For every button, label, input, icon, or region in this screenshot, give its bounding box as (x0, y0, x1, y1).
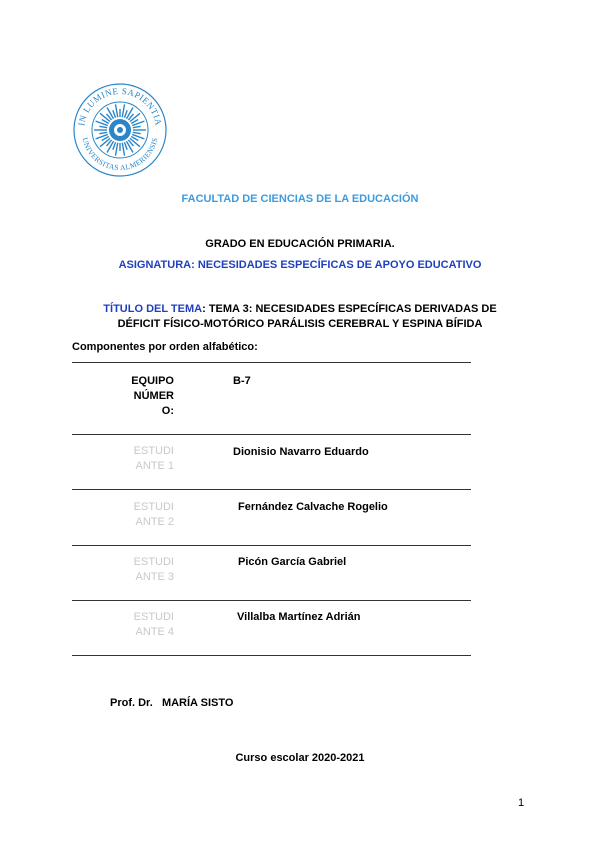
team-number-value: B-7 (233, 375, 251, 387)
topic-title-line2: DÉFICIT FÍSICO-MOTÓRICO PARÁLISIS CEREBRAL Y ESPINA BÍFIDA (117, 318, 483, 330)
seal-ray (122, 104, 124, 117)
table-rule (72, 545, 471, 546)
seal-text-top: IN LUMINE SAPIENTIA (76, 85, 164, 127)
student-name: Dionisio Navarro Eduardo (233, 446, 369, 458)
seal-ray (133, 126, 141, 127)
professor-name: Prof. Dr. MARÍA SISTO (110, 697, 234, 709)
university-seal-logo (72, 82, 168, 178)
seal-ray (115, 104, 117, 117)
table-rule (72, 600, 471, 601)
student-label: ESTUDI ANTE 4 (133, 611, 174, 638)
student-label: ESTUDI ANTE 1 (133, 445, 174, 472)
school-year: Curso escolar 2020-2021 (235, 752, 365, 764)
seal-ray (130, 113, 140, 121)
seal-ray (127, 141, 134, 152)
seal-ray (115, 143, 117, 156)
seal-ray (133, 132, 141, 133)
seal-ray (130, 138, 140, 146)
degree-title: GRADO EN EDUCACIÓN PRIMARIA. (205, 238, 395, 250)
table-rule (72, 489, 471, 490)
student-name: Picón García Gabriel (238, 556, 347, 568)
student-name: Villalba Martínez Adrián (237, 611, 361, 623)
seal-ray (100, 113, 110, 121)
seal-ray (127, 107, 134, 118)
table-rule (72, 362, 471, 363)
seal-ray (99, 126, 107, 127)
seal-ray (107, 107, 114, 118)
seal-ray (107, 141, 114, 152)
components-heading: Componentes por orden alfabético: (72, 341, 258, 353)
topic-title-label: TÍTULO DEL TEMA (103, 303, 203, 315)
student-name: Fernández Calvache Rogelio (238, 501, 388, 513)
student-label: ESTUDI ANTE 2 (133, 501, 174, 528)
seal-ray (124, 110, 127, 118)
student-label: ESTUDI ANTE 3 (133, 556, 174, 583)
page-number: 1 (518, 797, 525, 809)
seal-ray (99, 132, 107, 133)
faculty-title: FACULTAD DE CIENCIAS DE LA EDUCACIÓN (181, 193, 419, 205)
topic-title (70, 302, 530, 332)
subject-title: ASIGNATURA: NECESIDADES ESPECÍFICAS DE APOYO EDUCATIVO (118, 259, 482, 271)
table-rule (72, 434, 471, 435)
table-rule (72, 655, 471, 656)
seal-ray (113, 142, 116, 150)
team-number-label: EQUIPO NÚMER O: (131, 375, 174, 417)
topic-title-line1: : TEMA 3: NECESIDADES ESPECÍFICAS DERIVADAS DE (202, 303, 497, 315)
seal-ray (100, 138, 110, 146)
seal-ray (122, 143, 124, 156)
seal-ray (113, 110, 116, 118)
seal-text-bottom: UNIVERSITAS ALMERIENSIS (80, 136, 160, 173)
seal-ray (124, 142, 127, 150)
